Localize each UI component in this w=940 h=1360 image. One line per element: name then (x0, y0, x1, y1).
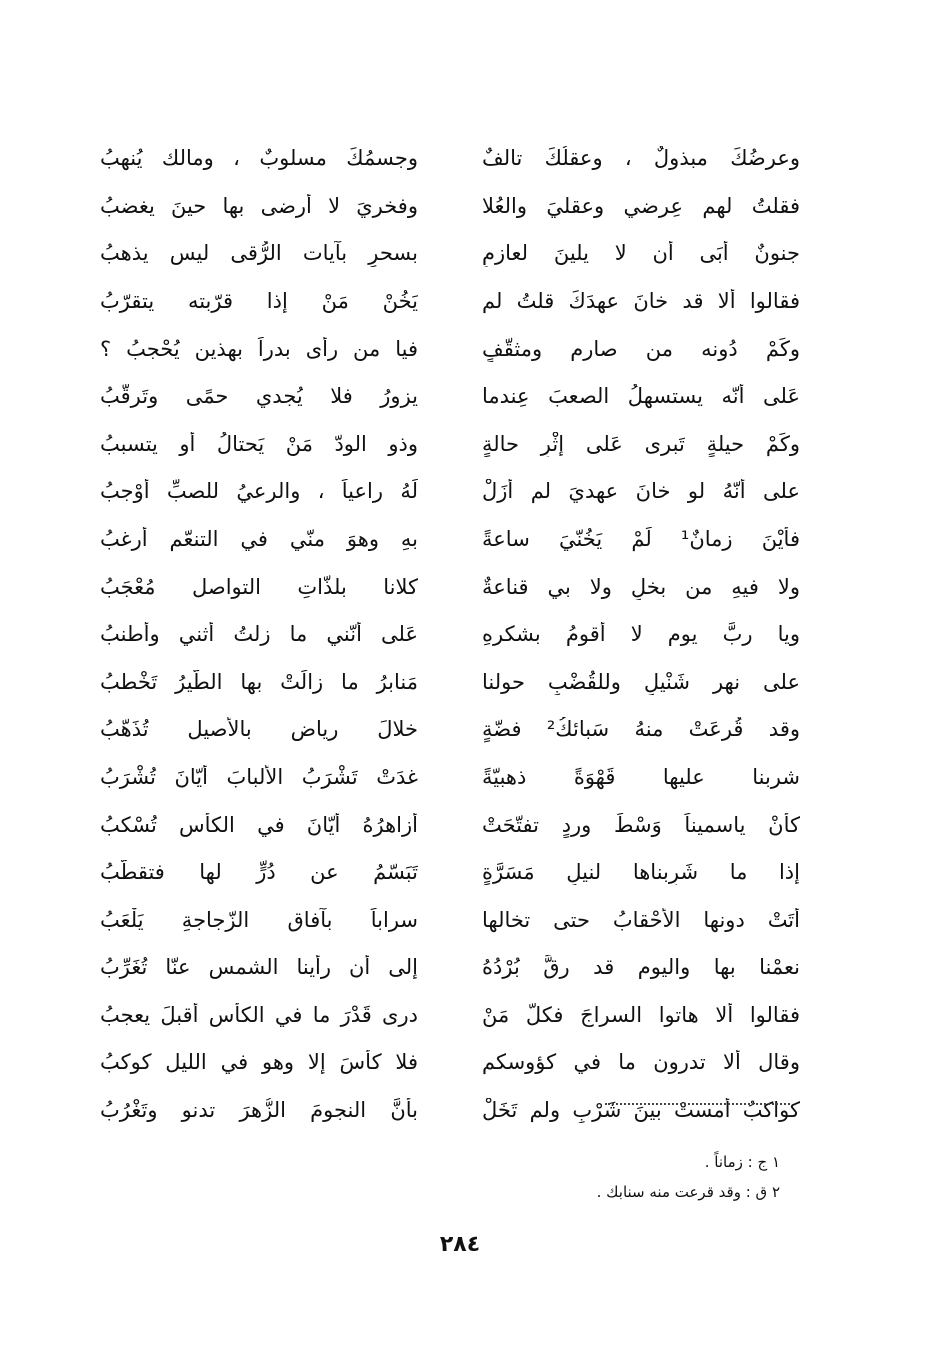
second-hemistich: فيا من رأى بدراً بهذين يُحْجبُ ؟ (100, 336, 418, 361)
poem (100, 135, 800, 1134)
second-hemistich: عَلى أنّني ما زلتُ أُثني وأُطنبُ (100, 622, 418, 647)
verse-line (100, 563, 800, 611)
first-hemistich: عَلى أنّه يستسهلُ الصعبَ عِندما (482, 384, 800, 409)
first-hemistich: فقالوا ألا قد خانَ عهدَكَ قلتُ لم (482, 288, 800, 313)
first-hemistich: جنونٌ أبَى أن لا يلينَ لعازمٍ (482, 241, 800, 266)
second-hemistich: وفخريَ لا أرضى بها حينَ يغضبُ (100, 193, 418, 218)
second-hemistich: لَهُ راعياً ، والرعيُ للصبِّ أوْجبُ (100, 479, 418, 504)
first-hemistich: ويا ربَّ يومٍ لا أقومُ بشكرهِ (482, 622, 800, 647)
verse-line (100, 230, 800, 278)
first-hemistich: أتَتْ دونها الأحْقابُ حتى تخالها (482, 907, 800, 932)
second-hemistich: مَنابرُ ما زالَتْ بها الطّيرُ تَخْطبُ (100, 669, 418, 694)
second-hemistich: بسحرٍ بآيات الرُّقى ليس يذهبُ (100, 241, 418, 266)
first-hemistich: كواكبُ أمستْ بينَ شَرْبٍ ولم تَخَلْ (482, 1098, 800, 1123)
first-hemistich: وقد قُرعَتْ منهُ سَبائكُ² فضّةٍ (482, 717, 800, 742)
verse-line (100, 659, 800, 707)
second-hemistich: إلى أن رأينا الشمس عنّا تُغَرِّبُ (100, 955, 418, 980)
verse-line (100, 516, 800, 564)
second-hemistich: وجسمُكَ مسلوبٌ ، ومالك يُنهبُ (100, 146, 418, 171)
verse-line (100, 1087, 800, 1135)
first-hemistich: كأنْ ياسميناً وَسْطَ وردٍ تفتّحَتْ (482, 812, 800, 837)
verse-line (100, 611, 800, 659)
second-hemistich: خلالَ رياضٍ بالأصيل تُذَهّبُ (100, 717, 418, 742)
first-hemistich: وعرضُكَ مبذولٌ ، وعقلُكَ تالفٌ (482, 146, 800, 171)
verse-line (100, 801, 800, 849)
second-hemistich: وذو الودّ مَنْ يَحتالُ أو يتسببُ (100, 431, 418, 456)
footnote-1: ١ ج : زماناً . (704, 1153, 780, 1171)
footnotes (400, 1147, 780, 1207)
first-hemistich: على نهر شَنْيلٍ وللقُضْبِ حولنا (482, 669, 800, 694)
verse-line (100, 373, 800, 421)
second-hemistich: درى قَدْرَ ما في الكأس أقبلَ يعجبُ (100, 1002, 418, 1027)
first-hemistich: وقال ألا تدرون ما في كؤوسكم (482, 1050, 800, 1075)
first-hemistich: فأيْنَ زمانٌ¹ لَمْ يَخُنّيَ ساعةً (482, 526, 800, 551)
second-hemistich: تَبَسّمُ عن دُرٍّ لها فتقطّبُ (100, 860, 418, 885)
verse-line (100, 849, 800, 897)
second-hemistich: فلا كأسَ إلا وهو في الليل كوكبُ (100, 1050, 418, 1075)
second-hemistich: أزاهرُهُ أيّانَ في الكأسِ تُسْكبُ (100, 812, 418, 837)
verse-line (100, 897, 800, 945)
verse-line (100, 135, 800, 183)
verse-line (100, 421, 800, 469)
verse-line (100, 1039, 800, 1087)
first-hemistich: فقالوا ألا هاتوا السراجَ فكلُّ مَنْ (482, 1002, 800, 1027)
footnote-2: ٢ ق : وقد قرعت منه سنابك . (596, 1183, 780, 1201)
second-hemistich: بهِ وهوَ منّي في التنعّم أرغبُ (100, 526, 418, 551)
verse-line (100, 944, 800, 992)
second-hemistich: كلانا بلذّاتِ التواصل مُعْجَبُ (100, 574, 418, 599)
first-hemistich: على أنّهُ لو خانَ عهديَ لم أزَلْ (482, 479, 800, 504)
verse-line (100, 183, 800, 231)
verse-line (100, 278, 800, 326)
second-hemistich: يَخُنْ مَنْ إذا قرّبته يتقرّبُ (100, 288, 418, 313)
first-hemistich: فقلتُ لهم عِرضي وعقليَ والعُلا (482, 193, 800, 218)
second-hemistich: بأنَّ النجومَ الزُّهرَ تدنو وتَغْرُبُ (100, 1098, 418, 1123)
verse-line (100, 468, 800, 516)
first-hemistich: نعمْنا بها واليوم قد رقَّ بُرْدُهُ (482, 955, 800, 980)
first-hemistich: وكَمْ حيلةٍ تَبرى عَلى إثْرِ حالةٍ (482, 431, 800, 456)
verse-line (100, 325, 800, 373)
first-hemistich: شربنا عليها قَهْوَةً ذهبيّةً (482, 764, 800, 789)
footnote-separator (605, 1103, 790, 1105)
verse-line (100, 706, 800, 754)
first-hemistich: وكَمْ دُونه من صارم ومثقّفٍ (482, 336, 800, 361)
first-hemistich: ولا فيهِ من بخلٍ ولا بي قناعةٌ (482, 574, 800, 599)
second-hemistich: غدَتْ تَشْرَبُ الألبابَ أيّانَ تُشْرَبُ (100, 764, 418, 789)
page-number: ٢٨٤ (439, 1232, 481, 1257)
second-hemistich: يزورُ فلا يُجدي حمًى وتَرقُّبُ (100, 384, 418, 409)
verse-line (100, 992, 800, 1040)
second-hemistich: سراباً بآفاق الزّجاجةِ يَلْعَبُ (100, 907, 418, 932)
first-hemistich: إذا ما شَرِبناها لنيلِ مَسَرَّةٍ (482, 860, 800, 885)
verse-line (100, 754, 800, 802)
